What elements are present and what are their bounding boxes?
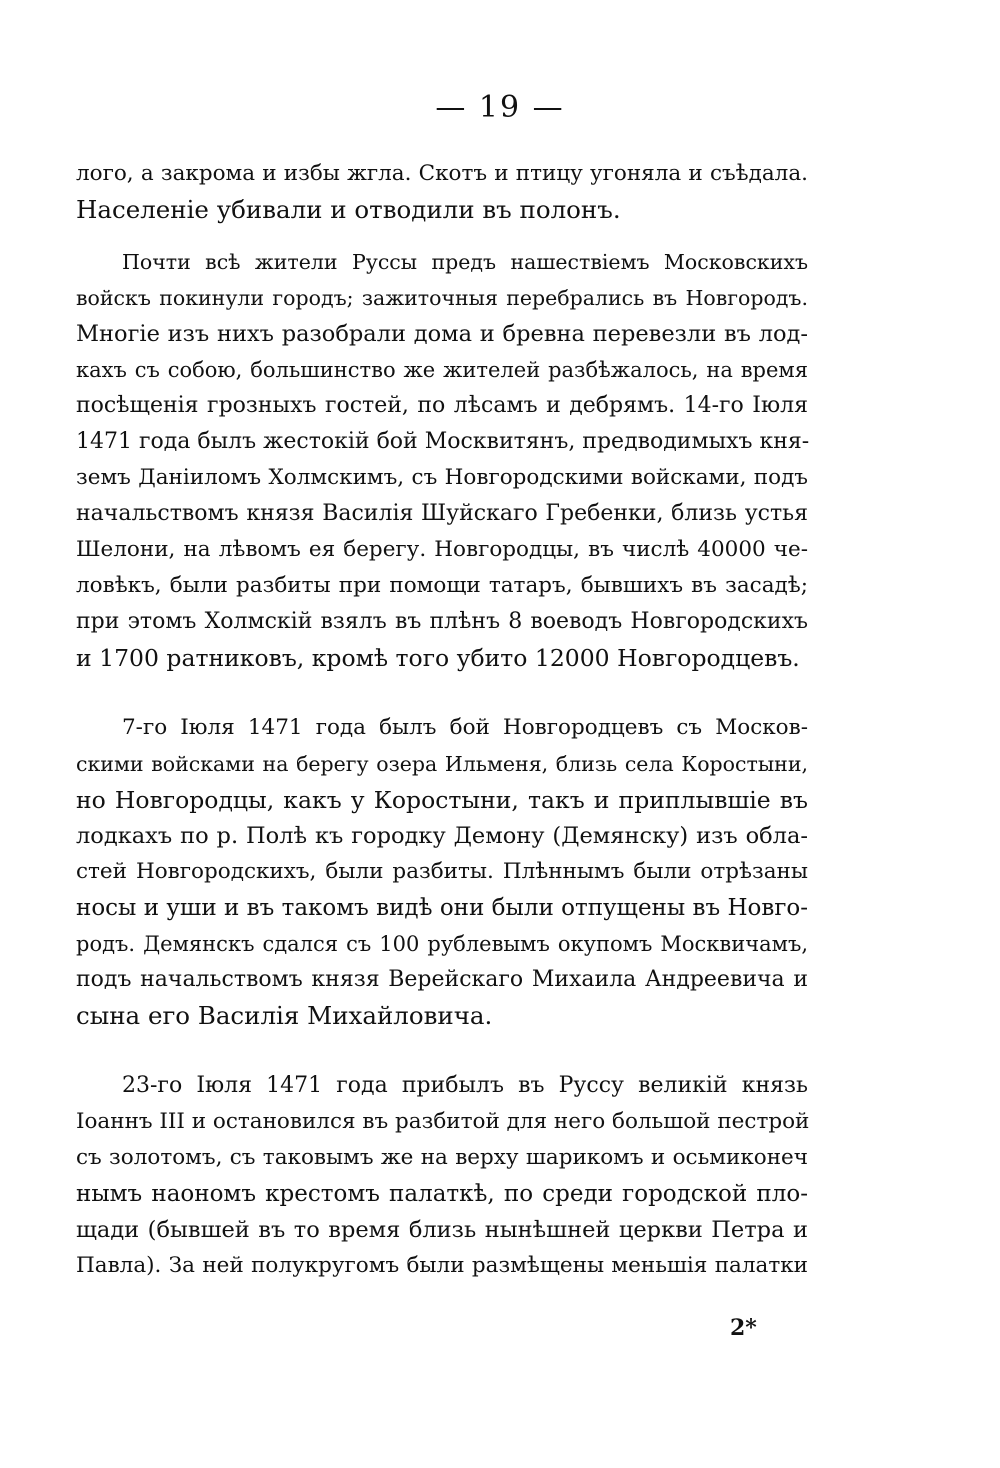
text-line: Населеніе убивали и отводили въ полонъ.	[76, 195, 621, 224]
text-line: лодкахъ по р. Полѣ къ городку Демону (Демянску) изъ обла-	[76, 823, 808, 849]
text-line: нымъ наономъ крестомъ палаткѣ, по среди городской пло-	[76, 1181, 808, 1207]
text-line: но Новгородцы, какъ у Коростыни, такъ и приплывшіе въ	[76, 786, 808, 814]
text-line: носы и уши и въ такомъ видѣ они были отпущены въ Новго-	[76, 895, 808, 921]
paragraph-2	[76, 244, 808, 676]
text-line: лого, а закрома и избы жгла. Скотъ и птицу угоняла и съѣдала.	[76, 161, 808, 186]
text-line: 23-го Іюля 1471 года прибылъ въ Руссу великій князь	[122, 1073, 808, 1098]
text-line: 7-го Іюля 1471 года былъ бой Новгородцевъ съ Москов-	[122, 715, 808, 740]
text-line: подъ начальствомъ князя Верейскаго Михаила Андреевича и	[76, 967, 808, 992]
text-line: щади (бывшей въ то время близь нынѣшней церкви Петра и	[76, 1217, 808, 1243]
text-line: Павла). За ней полукругомъ были размѣщены меньшія палатки	[76, 1253, 808, 1278]
text-line: 1471 года былъ жестокій бой Москвитянъ, предводимыхъ кня-	[76, 429, 810, 454]
text-line: начальствомъ князя Василія Шуйскаго Гребенки, близь устья	[76, 501, 808, 526]
text-line: земъ Даніиломъ Холмскимъ, съ Новгородскими войсками, подъ	[76, 465, 808, 490]
text-line: войскъ покинули городъ; зажиточныя перебрались въ Новгородъ.	[76, 286, 808, 310]
text-line: Шелони, на лѣвомъ ея берегу. Новгородцы, въ числѣ 40000 че-	[76, 537, 808, 562]
paragraph-4	[76, 1068, 808, 1284]
text-line: сына его Василія Михайловича.	[76, 1001, 493, 1030]
text-line: стей Новгородскихъ, были разбиты. Плѣннымъ были отрѣзаны	[76, 859, 808, 884]
text-line: Іоаннъ III и остановился въ разбитой для него большой пестрой	[76, 1109, 810, 1134]
text-line: и 1700 ратниковъ, кромѣ того убито 12000 Новгородцевъ.	[76, 644, 800, 672]
text-line: Почти всѣ жители Руссы предъ нашествіемъ Московскихъ	[122, 250, 808, 274]
text-line: скими войсками на берегу озера Ильменя, близь села Коростыни,	[76, 752, 808, 776]
paragraph-1	[76, 156, 808, 228]
text-line: Многіе изъ нихъ разобрали дома и бревна перевезли въ лод-	[76, 321, 808, 347]
text-line: родъ. Демянскъ сдался съ 100 рублевымъ окупомъ Москвичамъ,	[76, 932, 808, 956]
signature-mark: 2*	[730, 1315, 757, 1341]
paragraph-3	[76, 710, 808, 1034]
text-line: при этомъ Холмскій взялъ въ плѣнъ 8 воеводъ Новгородскихъ	[76, 609, 808, 634]
text-line: съ золотомъ, съ таковымъ же на верху шарикомъ и осьмиконеч	[76, 1145, 808, 1170]
text-line: кахъ съ собою, большинство же жителей разбѣжалось, на время	[76, 358, 808, 382]
page-number: — 19 —	[435, 90, 565, 125]
text-line: посѣщенія грозныхъ гостей, по лѣсамъ и дебрямъ. 14-го Іюля	[76, 393, 808, 418]
text-line: ловѣкъ, были разбиты при помощи татаръ, бывшихъ въ засадѣ;	[76, 573, 808, 598]
